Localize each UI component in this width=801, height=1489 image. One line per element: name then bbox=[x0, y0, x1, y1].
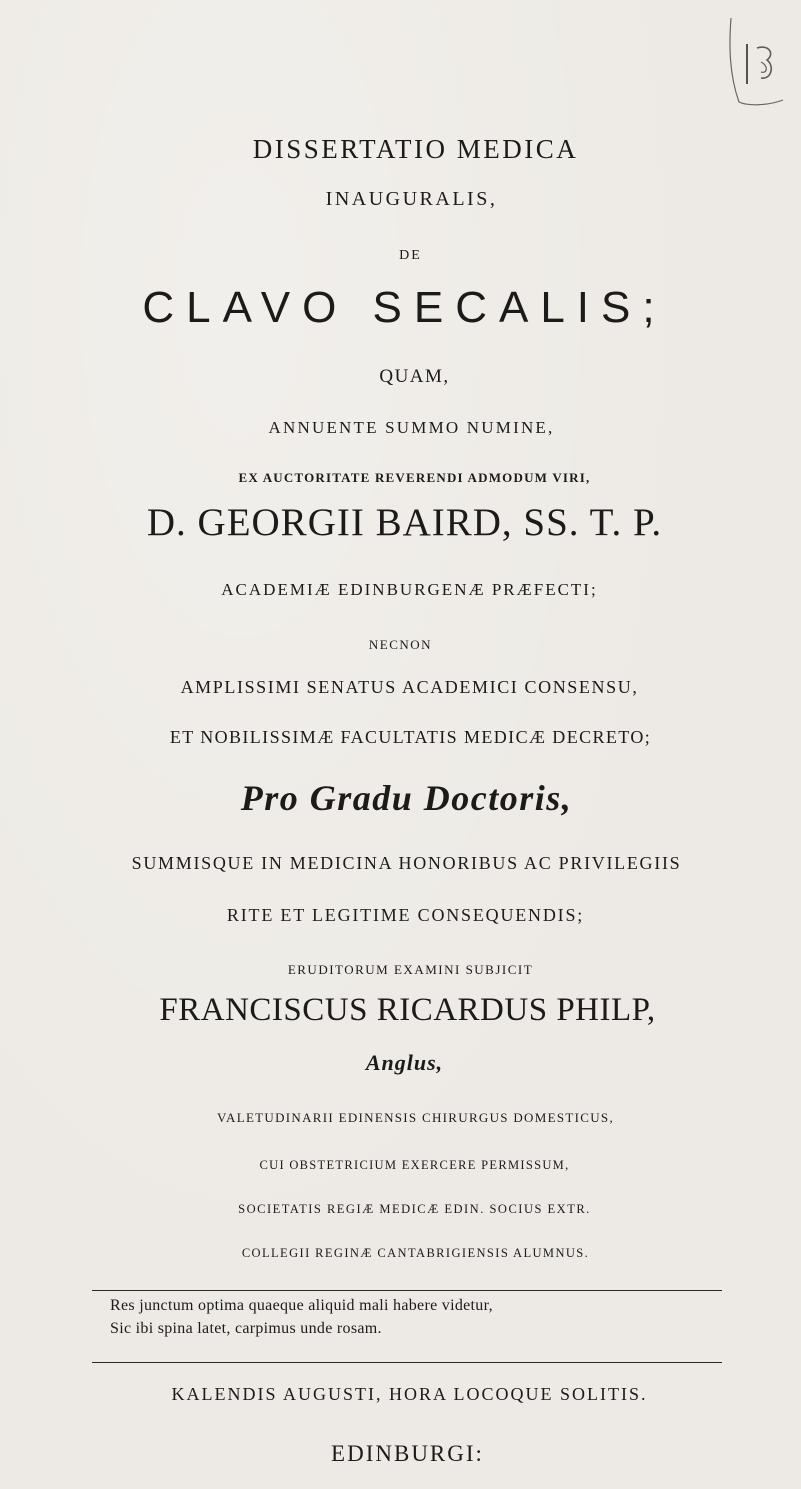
line-georgii-baird: D. GEORGII BAIRD, SS. T. P. bbox=[146, 501, 663, 544]
line-academiae: ACADEMIÆ EDINBURGENÆ PRÆFECTI; bbox=[221, 580, 598, 599]
imprint-place: EDINBURGI: bbox=[331, 1441, 484, 1466]
title-clavo-secalis: CLAVO SECALIS; bbox=[142, 283, 667, 332]
line-necnon: NECNON bbox=[368, 637, 433, 652]
line-collegii: COLLEGII REGINÆ CANTABRIGIENSIS ALUMNUS. bbox=[241, 1246, 590, 1260]
divider-bottom bbox=[92, 1362, 722, 1363]
line-summisque: SUMMISQUE IN MEDICINA HONORIBUS AC PRIVILEGIIS bbox=[131, 853, 682, 873]
title-de: DE bbox=[399, 248, 422, 263]
line-valetudinarii: VALETUDINARII EDINENSIS CHIRURGUS DOMESTICUS, bbox=[217, 1110, 614, 1125]
line-quam: QUAM, bbox=[379, 366, 450, 387]
line-societatis: SOCIETATIS REGIÆ MEDICÆ EDIN. SOCIUS EXTR. bbox=[238, 1202, 591, 1216]
line-eruditorum: ERUDITORUM EXAMINI SUBJICIT bbox=[287, 962, 534, 977]
motto-line-2: Sic ibi spina latet, carpimus unde rosam. bbox=[110, 1320, 382, 1337]
motto-line-1: Res junctum optima quaeque aliquid mali habere videtur, bbox=[110, 1297, 493, 1314]
line-anglus: Anglus, bbox=[365, 1050, 444, 1075]
line-pro-gradu-doctoris: Pro Gradu Doctoris, bbox=[240, 778, 573, 818]
author-name: FRANCISCUS RICARDUS PHILP, bbox=[159, 992, 656, 1028]
line-cui-obstetricium: CUI OBSTETRICIUM EXERCERE PERMISSUM, bbox=[259, 1158, 570, 1172]
line-nobilissimae: ET NOBILISSIMÆ FACULTATIS MEDICÆ DECRETO; bbox=[169, 727, 652, 747]
title-dissertatio: DISSERTATIO MEDICA bbox=[252, 134, 579, 164]
title-inauguralis: INAUGURALIS, bbox=[325, 188, 498, 210]
line-amplissimi: AMPLISSIMI SENATUS ACADEMICI CONSENSU, bbox=[180, 677, 639, 697]
line-annuente: ANNUENTE SUMMO NUMINE, bbox=[268, 418, 555, 437]
divider-top bbox=[92, 1290, 722, 1291]
library-mark-icon bbox=[717, 14, 787, 106]
line-rite: RITE ET LEGITIME CONSEQUENDIS; bbox=[226, 905, 585, 925]
line-ex-auctoritate: EX AUCTORITATE REVERENDI ADMODUM VIRI, bbox=[238, 470, 591, 485]
line-kalendis: KALENDIS AUGUSTI, HORA LOCOQUE SOLITIS. bbox=[171, 1384, 648, 1404]
